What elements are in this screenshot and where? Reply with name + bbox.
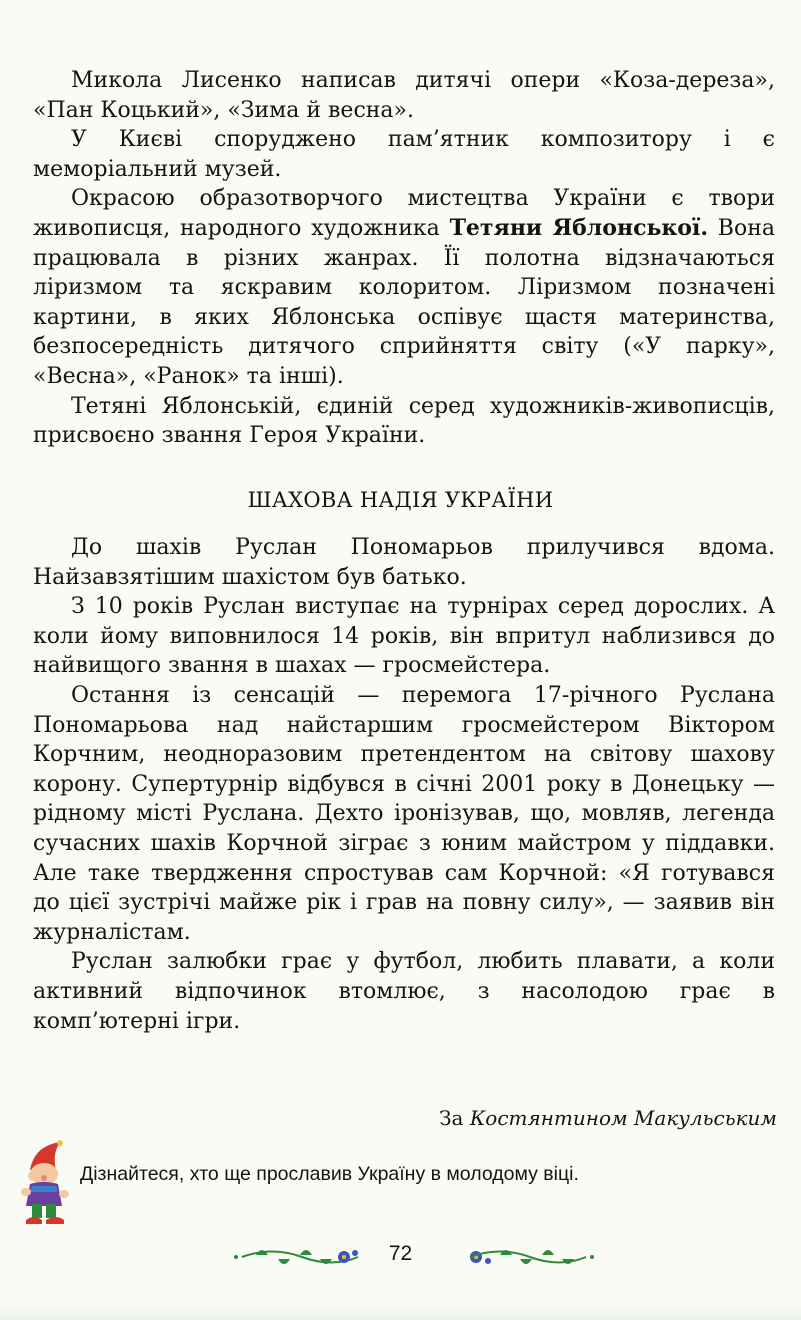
paragraph: [33, 125, 775, 184]
bold-text-run: Тетяни Яблонської.: [449, 214, 708, 241]
attribution: [439, 1106, 777, 1130]
text-run: Тетяні Яблонській, єдиній серед художників-живописців, присвоєно звання Героя України.: [33, 393, 775, 449]
text-run: У Києві споруджено пам’ятник композитору і є меморіальний музей.: [33, 127, 775, 182]
paragraph: [33, 592, 775, 681]
paragraph: [33, 681, 775, 947]
text-run: Руслан залюбки грає у футбол, любить плавати, а коли активний відпочинок втомлює, з насолодою грає в комп’ютерні ігри.: [33, 949, 775, 1034]
page-bottom-edge: [0, 1298, 801, 1320]
paragraph: [33, 392, 775, 451]
paragraph: [33, 533, 775, 592]
text-run: Окрасою образотворчого мистецтва України є твори живописця, народного художника: [33, 186, 775, 241]
paragraph: [33, 947, 775, 1036]
attribution-author: Костянтином Макульським: [469, 1106, 777, 1130]
text-run: З 10 років Руслан виступає на турнірах серед дорослих. А коли йому виповнилося 14 років, він впритул наблизився до найвищого звання в шахах — гросмейстера.: [33, 594, 775, 679]
paragraph: [33, 66, 775, 125]
attribution-prefix: За: [439, 1106, 464, 1130]
page-number: 72: [388, 1242, 413, 1265]
text-run: Микола Лисенко написав дитячі опери «Коза-дереза», «Пан Коцький», «Зима й весна».: [33, 68, 775, 123]
floral-ornament-right: [466, 1244, 596, 1270]
text-run: Вона працювала в різних жанрах. Її полотна відзначаються ліризмом та яскравим колоритом. Ліризмом позначені картини, в яких Яблонська оспівує щастя материнства, безпосередність дитячого сприйняття світу («У парку», «Весна», «Ранок» та інші).: [33, 215, 775, 389]
article-text-block: [33, 533, 775, 1036]
text-run: Остання із сенсацій — перемога 17-річного Руслана Пономарьова над найстаршим гросмейстером Віктором Корчним, неодноразовим претендентом на світову шахову корону. Супертурнір відбувся в січні 2001 року в Донецьку — рідному місті Руслана. Дехто іронізував, що, мовляв, легенда сучасних шахів Корчной зіграє з юним майстром у піддавки. Але таке твердження спростував сам Корчной: «Я готувався до цієї зустрічі майже рік і грав на повну силу», — заявив він журналістам.: [33, 682, 775, 945]
section-heading: ШАХОВА НАДІЯ УКРАЇНИ: [247, 488, 554, 512]
top-text-block: [33, 66, 775, 451]
task-prompt: Дізнайтеся, хто ще прославив Україну в молодому віці.: [80, 1163, 579, 1185]
gnome-character-icon: [12, 1140, 78, 1228]
text-run: До шахів Руслан Пономарьов прилучився вдома. Найзавзятішим шахістом був батько.: [33, 535, 775, 590]
paragraph: [33, 184, 775, 391]
